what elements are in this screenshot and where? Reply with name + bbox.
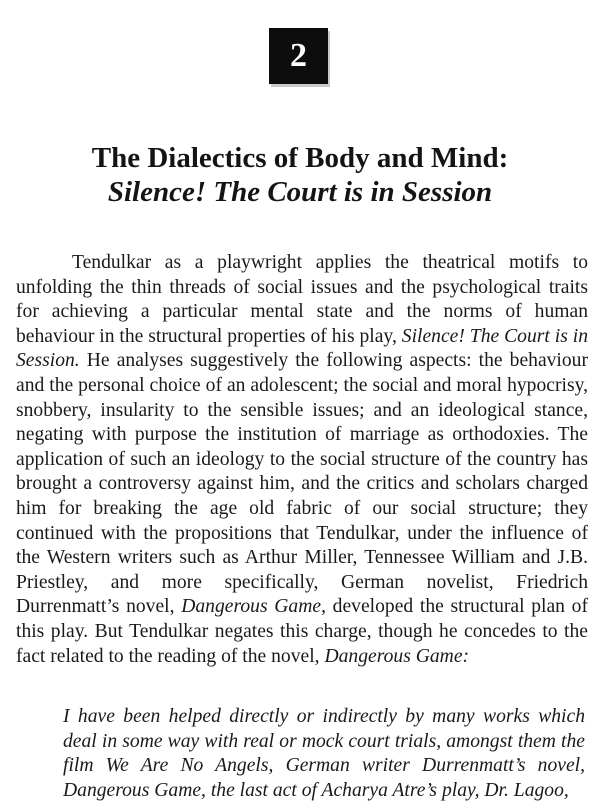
block-quote: I have been helped directly or indirectly by many works which deal in some way with real or mock court trials, amongst them the film We Are No Angels, German writer Durrenmatt’s novel, Dangerous Game, the last act of Acharya Atre’s play, Dr. Lagoo,	[63, 706, 585, 801]
novel-title-reference: Dangerous Game	[181, 596, 322, 618]
chapter-title: The Dialectics of Body and Mind:	[91, 142, 509, 174]
body-text-part-3: , developed the structural plan of this play. But Tendulkar negates this charge, though he concedes to the fact related to the reading of the novel,	[16, 596, 588, 667]
body-paragraph	[16, 251, 588, 669]
chapter-number: 2	[290, 37, 307, 74]
chapter-subtitle: Silence! The Court is in Session	[107, 176, 493, 208]
novel-title-reference-2: Dangerous Game:	[324, 645, 470, 667]
body-text-part-2: He analyses suggestively the following aspects: the behaviour and the personal choice of an adolescent; the social and moral hypocrisy, snobbery, insularity to the sensible issues; and an ideological stance, negating with purpose the institution of marriage as orthodoxies. The application of such an ideology to the social structure of the country has brought a controversy against him, and the critics and scholars charged him for breaking the age old fabric of our social structure; they continued with the propositions that Tendulkar, under the influence of the Western writers such as Arthur Miller, Tennessee William and J.B. Priestley, and more specifically, German novelist, Friedrich Durrenmatt’s novel,	[16, 350, 588, 618]
body-text-part-1: Tendulkar as a playwright applies the theatrical motifs to unfolding the thin threads of social issues and the psychological traits for achieving a particular mental state and the norms of human behaviour in the structural properties of his play,	[16, 252, 588, 347]
play-title-reference: Silence! The Court is in Session.	[16, 325, 588, 372]
chapter-number-badge	[269, 28, 328, 84]
